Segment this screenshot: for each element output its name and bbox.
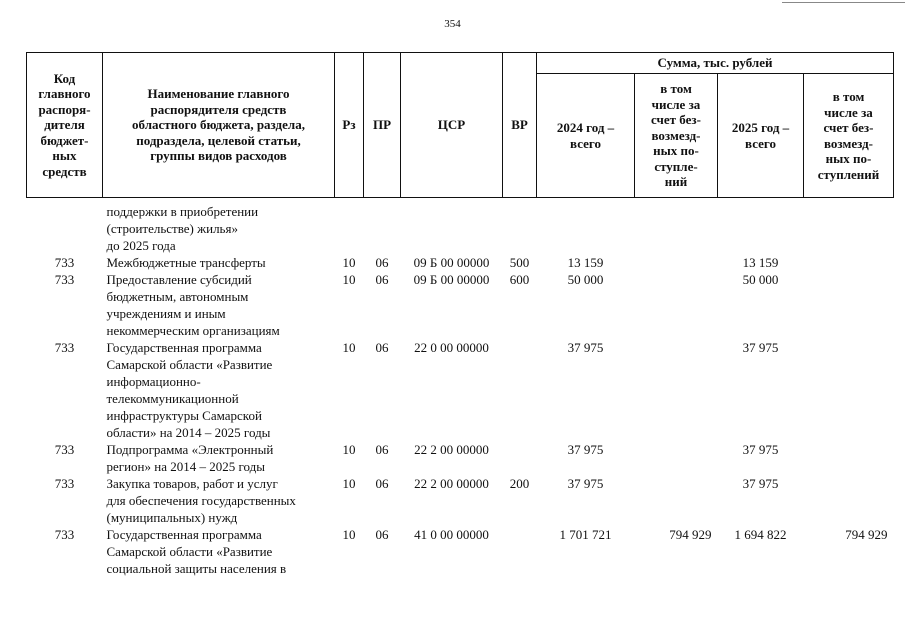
cell-vr <box>503 203 537 254</box>
name-line: учреждениям и иным <box>106 306 226 321</box>
cell-rz: 10 <box>342 442 356 457</box>
cell-2025-total <box>718 203 804 254</box>
cell-name <box>103 271 335 339</box>
header-2025-free: в том числе за счет без- возмезд- ных по- ступлений <box>804 74 894 198</box>
cell-2025-free <box>804 254 894 271</box>
cell-2024-total: 1 701 721 <box>559 527 612 542</box>
cell-2025-free <box>804 203 894 254</box>
cell-pr: 06 <box>375 476 389 491</box>
name-line: Межбюджетные трансферты <box>106 255 266 270</box>
cell-csr: 22 0 00 00000 <box>414 340 489 355</box>
cell-2024-free <box>635 254 718 271</box>
cell-code: 733 <box>54 442 75 457</box>
cell-csr: 22 2 00 00000 <box>414 476 489 491</box>
table-row <box>27 271 894 339</box>
cell-2024-total: 50 000 <box>567 272 604 287</box>
cell-2025-free <box>804 339 894 441</box>
name-line: для обеспечения государственных <box>106 493 296 508</box>
cell-2025-free <box>804 271 894 339</box>
header-name: Наименование главного распорядителя средств областного бюджета, раздела, подраздела, целевой статьи, группы видов расходов <box>103 53 335 198</box>
header-2024-free: в том числе за счет без- возмезд- ных по- ступле- ний <box>635 74 718 198</box>
cell-2024-total: 37 975 <box>567 442 604 457</box>
name-line: информационно- <box>106 374 201 389</box>
header-pr: ПР <box>364 53 401 198</box>
cell-2025-total: 13 159 <box>742 255 779 270</box>
cell-rz: 10 <box>342 272 356 287</box>
cell-2025-total: 1 694 822 <box>734 527 787 542</box>
cell-code: 733 <box>54 476 75 491</box>
table-row <box>27 526 894 577</box>
name-line: некоммерческим организациям <box>106 323 280 338</box>
name-line: бюджетным, автономным <box>106 289 249 304</box>
table-row <box>27 441 894 475</box>
cell-pr: 06 <box>375 340 389 355</box>
name-line: Государственная программа <box>106 340 262 355</box>
cell-2024-total: 37 975 <box>567 476 604 491</box>
header-vr: ВР <box>503 53 537 198</box>
cell-vr: 200 <box>509 476 530 491</box>
name-line: области» на 2014 – 2025 годы <box>106 425 271 440</box>
name-line: (строительстве) жилья» <box>106 221 238 236</box>
page-number: 354 <box>444 18 461 30</box>
cell-pr: 06 <box>375 255 389 270</box>
cell-2024-total: 13 159 <box>567 255 604 270</box>
name-line: Предоставление субсидий <box>106 272 252 287</box>
cell-2024-free <box>635 271 718 339</box>
cell-rz: 10 <box>342 255 356 270</box>
cell-2024-free: 794 929 <box>669 527 712 542</box>
name-line: (муниципальных) нужд <box>106 510 238 525</box>
cell-vr <box>503 441 537 475</box>
header-2025-total: 2025 год – всего <box>718 74 804 198</box>
cell-vr <box>503 339 537 441</box>
cell-2024-total <box>537 203 635 254</box>
cell-2024-free <box>635 339 718 441</box>
cell-code: 733 <box>54 255 75 270</box>
cell-pr: 06 <box>375 272 389 287</box>
cell-2025-free: 794 929 <box>845 527 888 542</box>
cell-csr: 09 Б 00 00000 <box>413 255 490 270</box>
name-line: Закупка товаров, работ и услуг <box>106 476 278 491</box>
table-row <box>27 203 894 254</box>
cell-2024-free <box>635 475 718 526</box>
top-right-edge-line <box>782 2 905 3</box>
name-line: Государственная программа <box>106 527 262 542</box>
cell-csr: 41 0 00 00000 <box>414 527 489 542</box>
cell-rz <box>335 203 364 254</box>
cell-2025-total: 37 975 <box>742 340 779 355</box>
table-row <box>27 475 894 526</box>
name-line: поддержки в приобретении <box>106 204 259 219</box>
name-line: до 2025 года <box>106 238 176 253</box>
name-line: Подпрограмма «Электронный <box>106 442 274 457</box>
header-code: Код главного распоря- дителя бюджет- ных средств <box>27 53 103 198</box>
cell-code: 733 <box>54 272 75 287</box>
cell-name <box>103 254 335 271</box>
cell-vr: 500 <box>509 255 530 270</box>
cell-2025-total: 37 975 <box>742 476 779 491</box>
header-rz: Рз <box>335 53 364 198</box>
name-line: Самарской области «Развитие <box>106 357 273 372</box>
cell-rz: 10 <box>342 476 356 491</box>
cell-name <box>103 203 335 254</box>
table-body <box>27 198 894 578</box>
cell-name <box>103 475 335 526</box>
cell-csr <box>401 203 503 254</box>
cell-2025-free <box>804 441 894 475</box>
cell-pr: 06 <box>375 442 389 457</box>
cell-2024-free <box>635 441 718 475</box>
cell-2024-total: 37 975 <box>567 340 604 355</box>
cell-csr: 22 2 00 00000 <box>414 442 489 457</box>
cell-2024-free <box>635 203 718 254</box>
header-2024-total: 2024 год – всего <box>537 74 635 198</box>
cell-pr: 06 <box>375 527 389 542</box>
cell-name <box>103 441 335 475</box>
cell-name <box>103 526 335 577</box>
header-csr: ЦСР <box>401 53 503 198</box>
cell-vr <box>503 526 537 577</box>
name-line: телекоммуникационной <box>106 391 239 406</box>
table-row <box>27 254 894 271</box>
name-line: социальной защиты населения в <box>106 561 287 576</box>
name-line: инфраструктуры Самарской <box>106 408 262 423</box>
cell-2025-total: 50 000 <box>742 272 779 287</box>
name-line: регион» на 2014 – 2025 годы <box>106 459 265 474</box>
cell-2025-free <box>804 475 894 526</box>
cell-2025-total: 37 975 <box>742 442 779 457</box>
header-sum: Сумма, тыс. рублей <box>537 53 894 74</box>
table-row <box>27 339 894 441</box>
cell-vr: 600 <box>509 272 530 287</box>
name-line: Самарской области «Развитие <box>106 544 273 559</box>
cell-code <box>27 203 103 254</box>
budget-table <box>26 52 894 577</box>
cell-code: 733 <box>54 527 75 542</box>
cell-rz: 10 <box>342 527 356 542</box>
cell-code: 733 <box>54 340 75 355</box>
cell-csr: 09 Б 00 00000 <box>413 272 490 287</box>
cell-rz: 10 <box>342 340 356 355</box>
cell-pr <box>364 203 401 254</box>
cell-name <box>103 339 335 441</box>
